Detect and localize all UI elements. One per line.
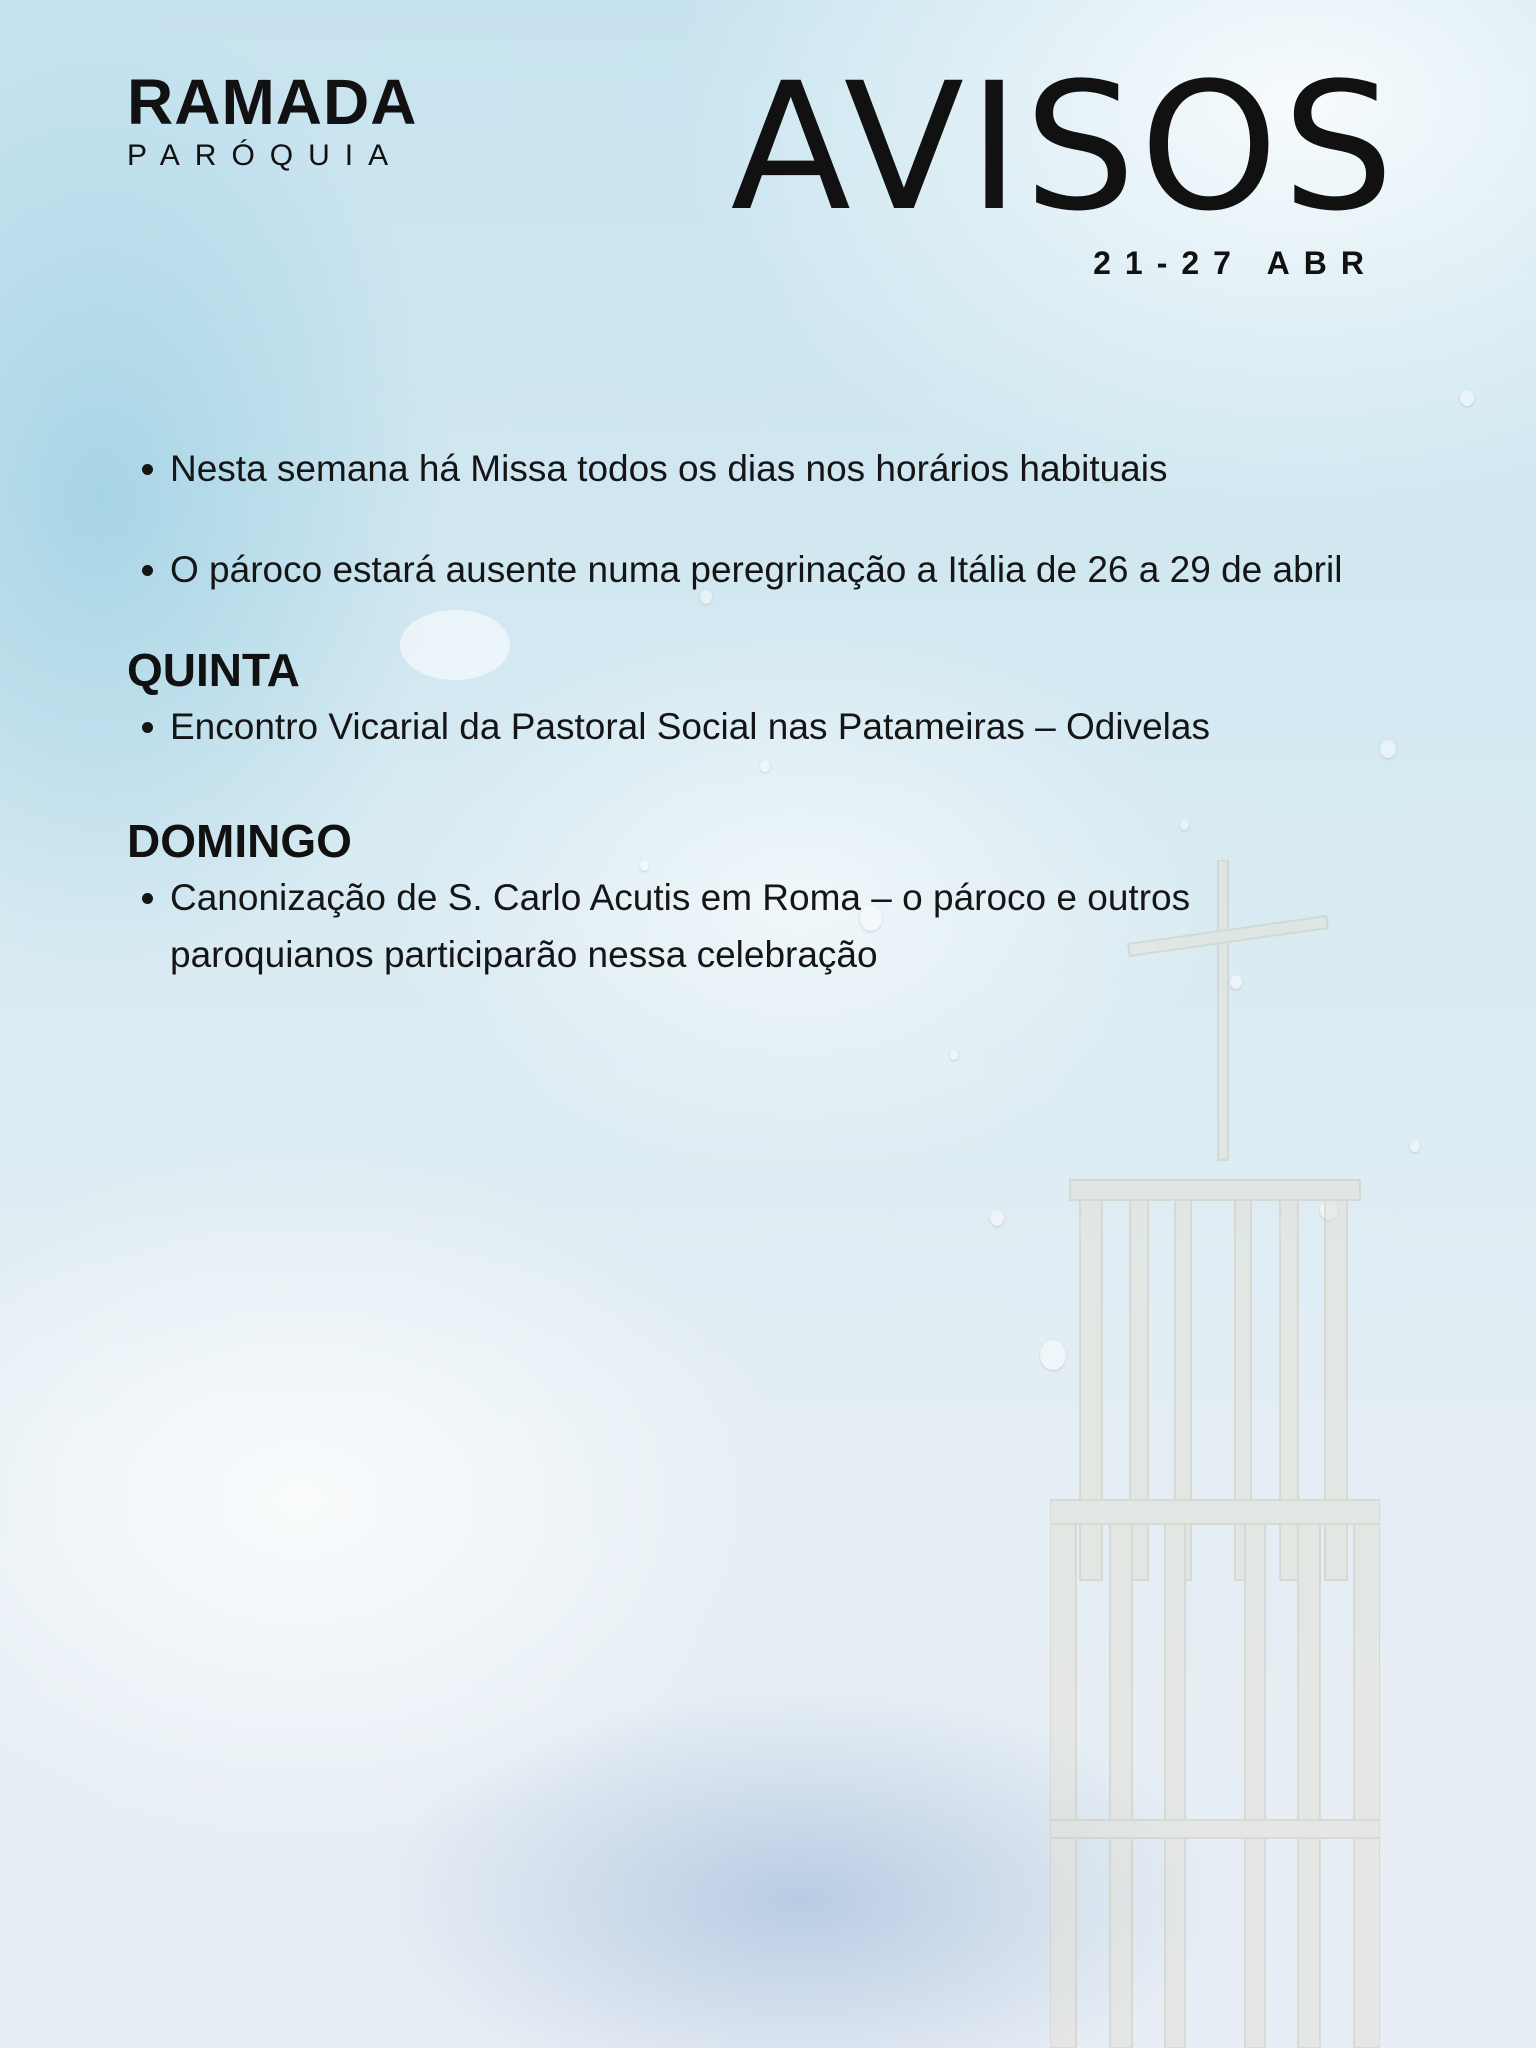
logo-name: RAMADA	[127, 66, 418, 138]
logo-subtitle: PARÓQUIA	[127, 139, 404, 172]
list-item: Encontro Vicarial da Pastoral Social nas Patameiras – Odivelas	[127, 698, 1387, 755]
domingo-notices-list	[127, 869, 1387, 983]
general-notices-list	[127, 440, 1387, 598]
church-spire-image	[1050, 860, 1380, 2048]
day-heading-domingo: DOMINGO	[127, 815, 352, 867]
list-item: Canonização de S. Carlo Acutis em Roma – o pároco e outros paroquianos participarão nessa celebração	[127, 869, 1387, 983]
quinta-notices-list	[127, 698, 1387, 755]
list-item: O pároco estará ausente numa peregrinação a Itália de 26 a 29 de abril	[127, 541, 1387, 598]
day-heading-quinta: QUINTA	[127, 644, 300, 696]
parish-logo	[127, 66, 418, 174]
notices-content	[127, 440, 1387, 983]
date-range: 21-27 ABR	[1093, 245, 1378, 281]
page-title: AVISOS	[730, 45, 1398, 250]
list-item: Nesta semana há Missa todos os dias nos horários habituais	[127, 440, 1387, 497]
